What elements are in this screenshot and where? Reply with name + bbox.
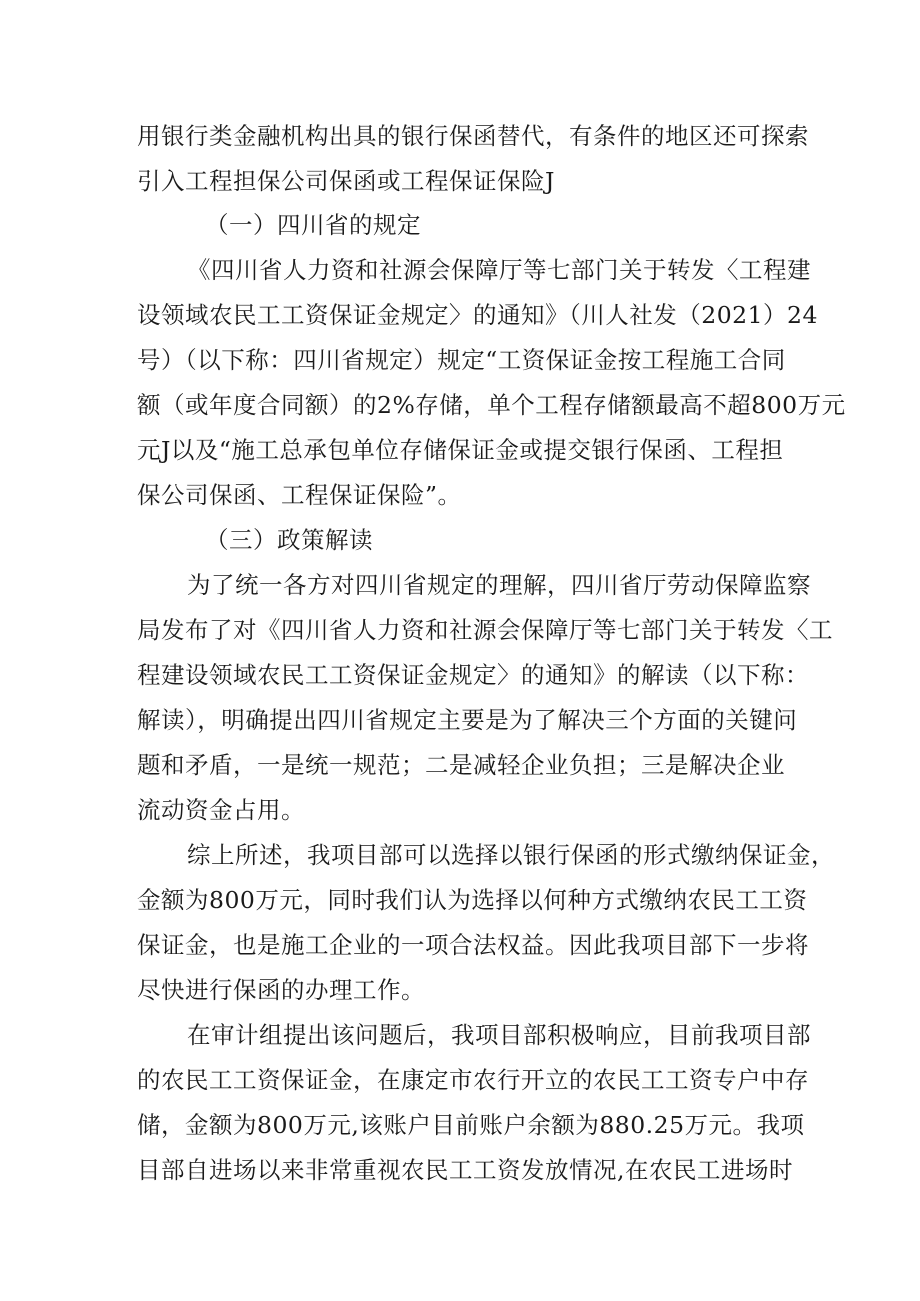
- body-text-line: 程建设领域农民工工资保证金规定〉的通知》的解读（以下称：: [137, 661, 809, 689]
- body-text-line: 储，金额为800万元,该账户目前账户余额为880.25万元。我项: [137, 1111, 805, 1139]
- section-heading: （一）四川省的规定: [205, 211, 421, 239]
- body-text-line: 的农民工工资保证金，在康定市农行开立的农民工工资专户中存: [137, 1066, 809, 1094]
- body-text-line: 局发布了对《四川省人力资和社源会保障厅等七部门关于转发〈工: [137, 616, 833, 644]
- body-text-line: 《四川省人力资和社源会保障厅等七部门关于转发〈工程建: [187, 256, 811, 284]
- body-text-line: 综上所述，我项目部可以选择以银行保函的形式缴纳保证金，: [187, 841, 835, 869]
- body-text-line: 用银行类金融机构出具的银行保函替代，有条件的地区还可探索: [137, 122, 809, 150]
- body-text-line: 元J以及“施工总承包单位存储保证金或提交银行保函、工程担: [137, 436, 784, 464]
- body-text-line: 设领域农民工工资保证金规定〉的通知》（川人社发（2021）24: [137, 301, 818, 329]
- body-text-line: 目部自进场以来非常重视农民工工资发放情况,在农民工进场时: [137, 1156, 793, 1184]
- body-text-line: 号）（以下称：四川省规定）规定“工资保证金按工程施工合同: [137, 346, 786, 374]
- body-text-line: 保证金，也是施工企业的一项合法权益。因此我项目部下一步将: [137, 931, 809, 959]
- body-text-line: 保公司保函、工程保证保险”。: [137, 481, 462, 509]
- section-heading: （三）政策解读: [205, 526, 373, 554]
- body-text-line: 流动资金占用。: [137, 796, 305, 824]
- body-text-line: 在审计组提出该问题后，我项目部积极响应，目前我项目部: [187, 1021, 811, 1049]
- body-text-line: 额（或年度合同额）的2%存储，单个工程存储额最高不超800万元: [137, 391, 846, 419]
- body-text-line: 引入工程担保公司保函或工程保证保险J: [137, 167, 555, 195]
- body-text-line: 为了统一各方对四川省规定的理解，四川省厅劳动保障监察: [187, 571, 811, 599]
- body-text-line: 金额为800万元，同时我们认为选择以何种方式缴纳农民工工资: [137, 886, 808, 914]
- body-text-line: 题和矛盾，一是统一规范；二是减轻企业负担；三是解决企业: [137, 751, 785, 779]
- body-text-line: 解读），明确提出四川省规定主要是为了解决三个方面的关键问: [137, 706, 798, 734]
- body-text-line: 尽快进行保函的办理工作。: [137, 976, 425, 1004]
